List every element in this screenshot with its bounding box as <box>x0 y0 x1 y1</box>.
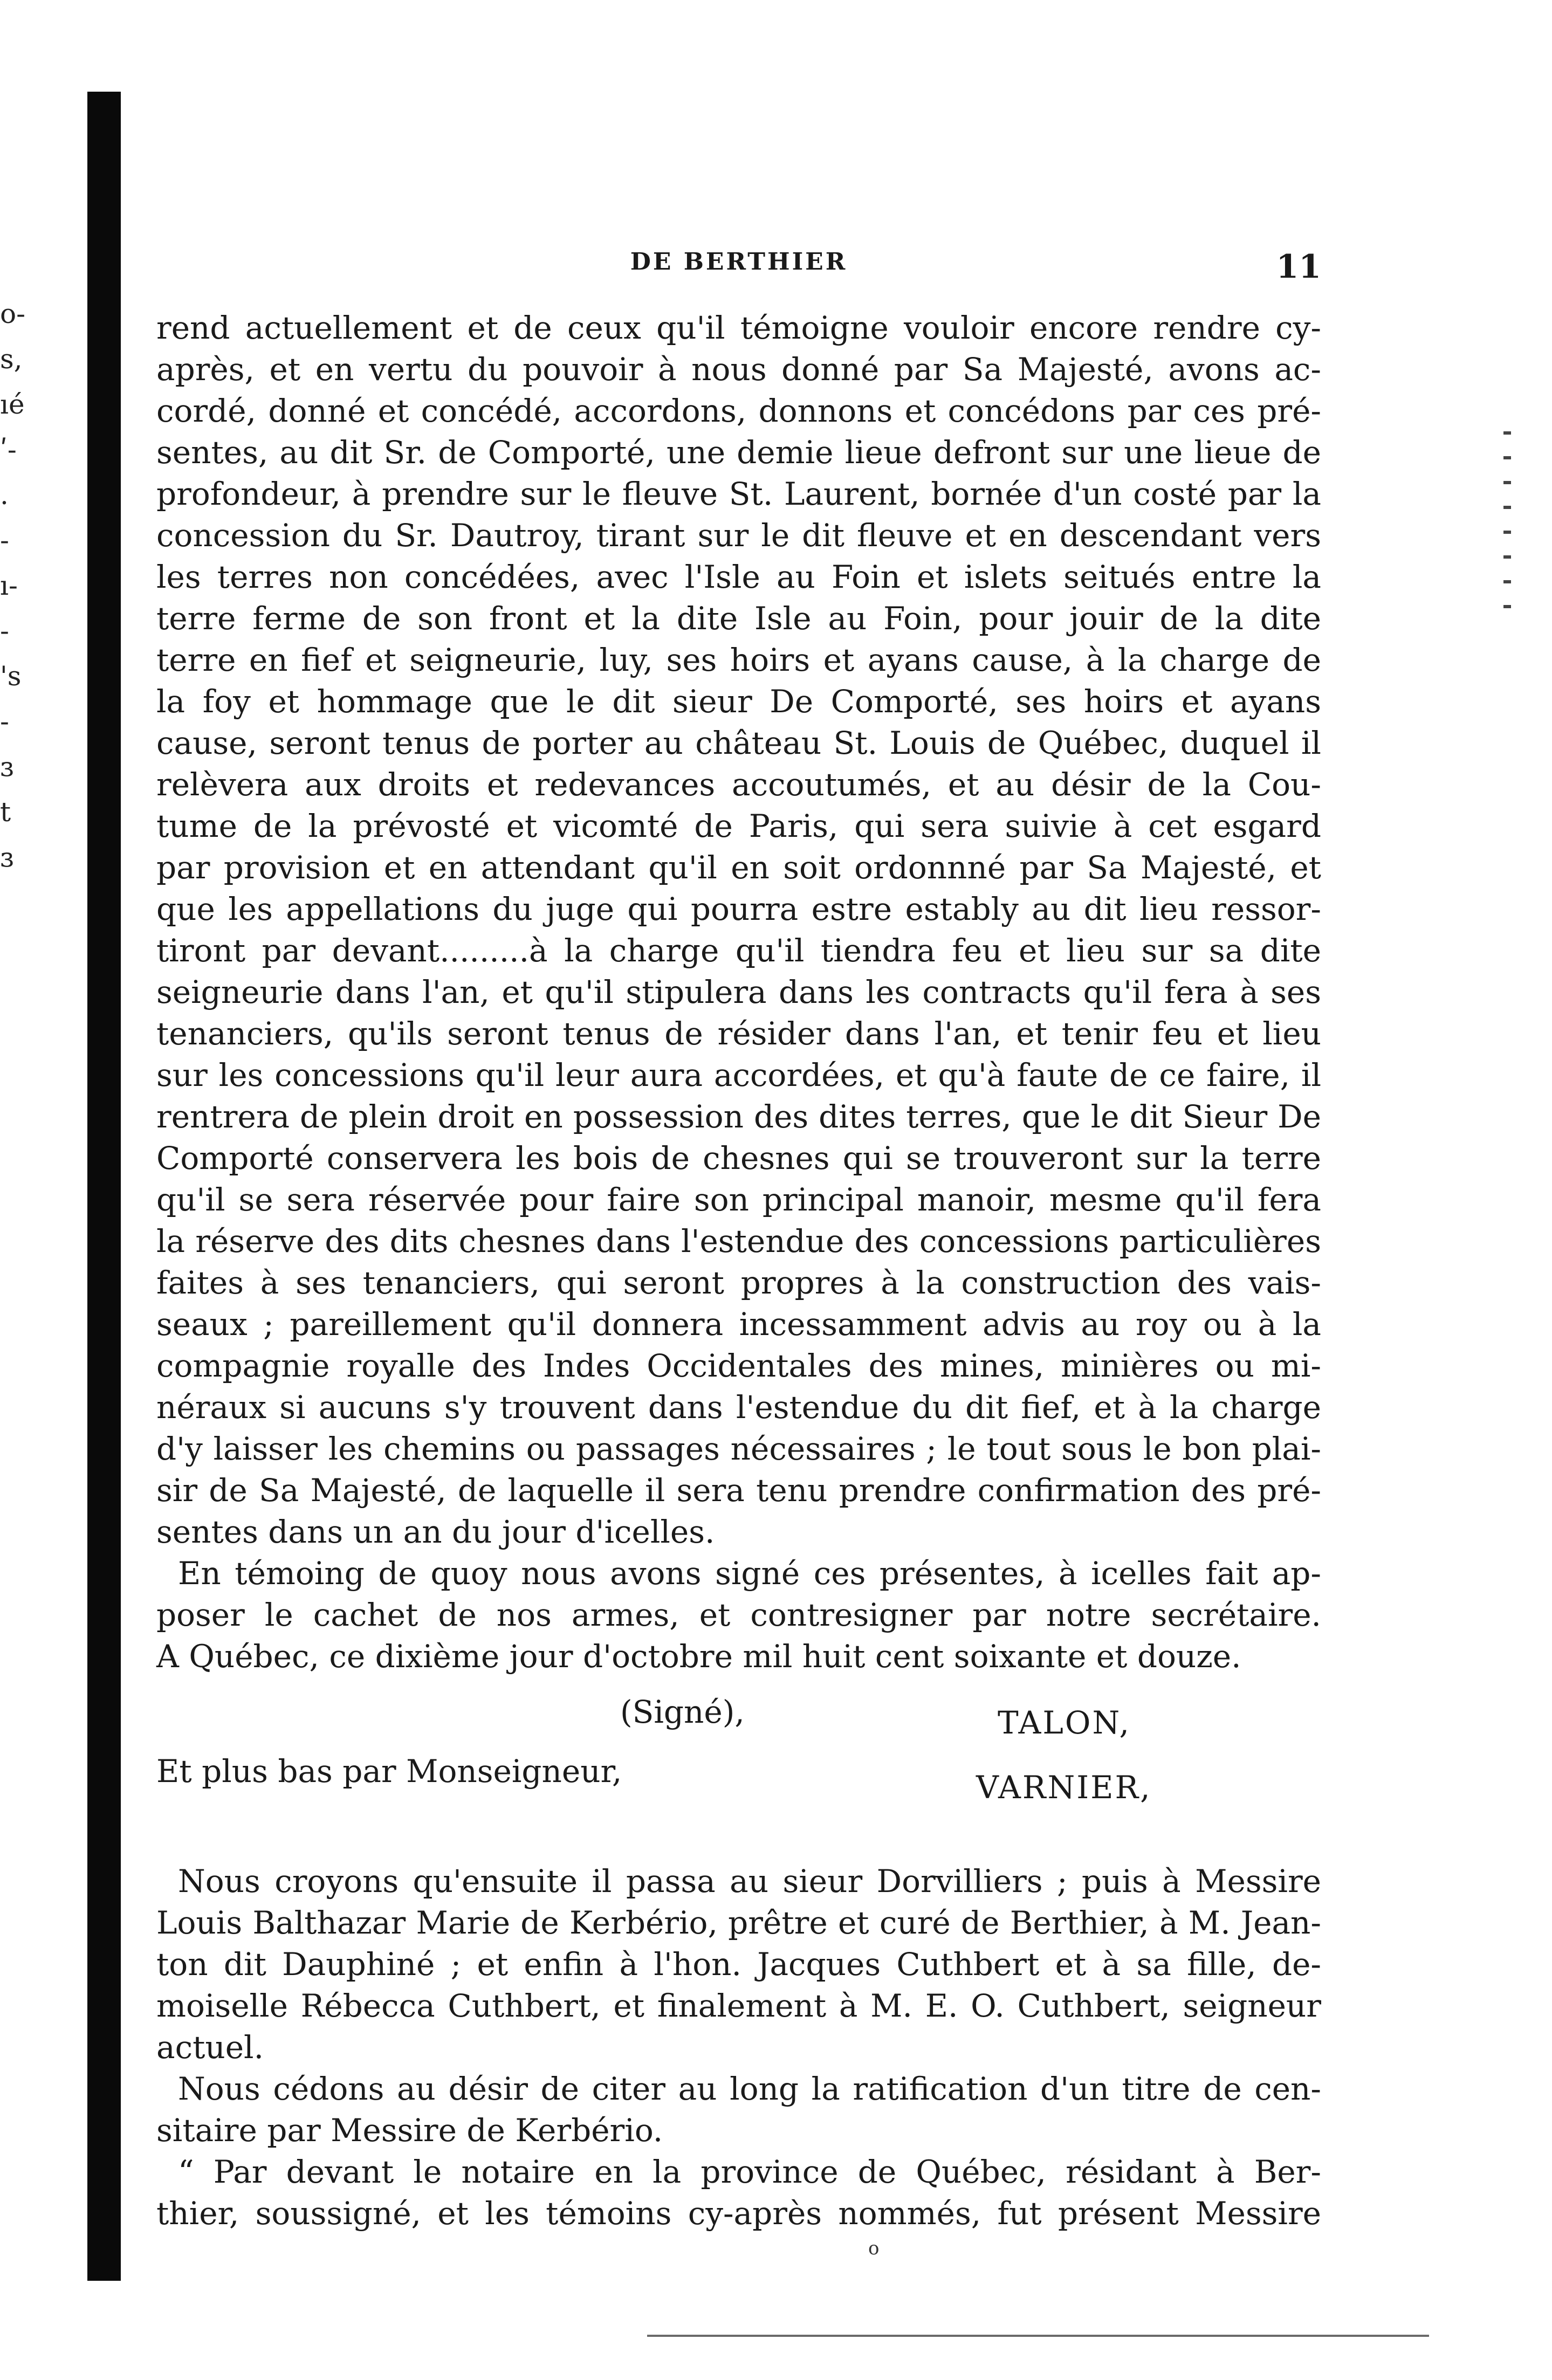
signatory-talon: TALON, <box>998 1704 1131 1741</box>
right-margin-marks <box>1503 431 1530 755</box>
paragraph-nous-croyons <box>156 1861 1321 2068</box>
text-line: En témoing de quoy nous avons signé ces présentes, à icelles fait ap- <box>178 1555 1321 1592</box>
text-line: rend actuellement et de ceux qu'il témoigne vouloir encore rendre cy- <box>156 309 1321 346</box>
paragraph-nous-cedons <box>156 2068 1321 2151</box>
margin-fragment: - <box>0 615 9 646</box>
footer-mark: o <box>868 2238 880 2259</box>
text-line: sur les concessions qu'il leur aura accordées, et qu'à faute de ce faire, il <box>156 1057 1321 1093</box>
text-line: terre en fief et seigneurie, luy, ses hoirs et ayans cause, à la charge de <box>156 642 1321 678</box>
text-line: “ Par devant le notaire en la province de Québec, résidant à Ber- <box>178 2154 1321 2190</box>
text-line: d'y laisser les chemins ou passages nécessaires ; le tout sous le bon plai- <box>156 1430 1321 1467</box>
book-page <box>156 248 1321 2234</box>
left-margin-fragments <box>0 291 32 880</box>
margin-fragment: ʹ- <box>0 434 17 465</box>
running-title: DE BERTHIER <box>630 248 848 276</box>
text-line: poser le cachet de nos armes, et contresigner par notre secrétaire. <box>156 1597 1321 1633</box>
margin-fragment: - <box>0 706 9 737</box>
text-line: tiront par devant.........à la charge qu'il tiendra feu et lieu sur sa dite <box>156 932 1321 969</box>
text-line: moiselle Rébecca Cuthbert, et finalement à M. E. O. Cuthbert, seigneur <box>156 1987 1321 2024</box>
text-line: Nous croyons qu'ensuite il passa au sieur Dorvilliers ; puis à Messire <box>178 1863 1321 1900</box>
text-line: que les appellations du juge qui pourra estre estably au dit lieu ressor- <box>156 891 1321 927</box>
margin-fragment: 's <box>0 661 22 692</box>
text-line: la foy et hommage que le dit sieur De Comporté, ses hoirs et ayans <box>156 683 1321 720</box>
margin-fragment: s, <box>0 343 23 375</box>
text-line: concession du Sr. Dautroy, tirant sur le dit fleuve et en descendant vers <box>156 517 1321 554</box>
text-line: sitaire par Messire de Kerbério. <box>156 2112 663 2149</box>
text-line: terre ferme de son front et la dite Isle au Foin, pour jouir de la dite <box>156 600 1321 637</box>
text-line: qu'il se sera réservée pour faire son principal manoir, mesme qu'il fera <box>156 1181 1321 1218</box>
text-line: tume de la prévosté et vicomté de Paris, qui sera suivie à cet esgard <box>156 808 1321 844</box>
text-line: les terres non concédées, avec l'Isle au Foin et islets seitués entre la <box>156 559 1321 595</box>
text-line: sentes, au dit Sr. de Comporté, une demie lieue defront sur une lieue de <box>156 434 1321 471</box>
text-line: sentes dans un an du jour d'icelles. <box>156 1514 715 1550</box>
paragraph-temoing <box>156 1553 1321 1677</box>
signatory-varnier: VARNIER, <box>976 1769 1152 1806</box>
text-line: seigneurie dans l'an, et qu'il stipulera dans les contracts qu'il fera à ses <box>156 974 1321 1010</box>
margin-fragment: ı- <box>0 570 18 601</box>
text-line: seaux ; pareillement qu'il donnera incessamment advis au roy ou à la <box>156 1306 1321 1343</box>
text-line: par provision et en attendant qu'il en soit ordonnné par Sa Majesté, et <box>156 849 1321 886</box>
plus-bas-label: Et plus bas par Monseigneur, <box>156 1753 622 1790</box>
text-line: après, et en vertu du pouvoir à nous donné par Sa Majesté, avons ac- <box>156 351 1321 388</box>
text-line: sir de Sa Majesté, de laquelle il sera tenu prendre confirmation des pré- <box>156 1472 1321 1509</box>
binding-shadow-bar <box>87 92 121 2281</box>
text-line: tenanciers, qu'ils seront tenus de résider dans l'an, et tenir feu et lieu <box>156 1015 1321 1052</box>
text-line: compagnie royalle des Indes Occidentales des mines, minières ou mi- <box>156 1347 1321 1384</box>
margin-fragment: ɜ <box>0 842 14 873</box>
text-line: faites à ses tenanciers, qui seront propres à la construction des vais- <box>156 1264 1321 1301</box>
text-line: ton dit Dauphiné ; et enfin à l'hon. Jacques Cuthbert et à sa fille, de- <box>156 1946 1321 1983</box>
text-line: rentrera de plein droit en possession des dites terres, que le dit Sieur De <box>156 1098 1321 1135</box>
paragraph-par-devant <box>156 2151 1321 2234</box>
running-head <box>156 248 1321 307</box>
bottom-rule <box>647 2335 1429 2337</box>
text-line: cordé, donné et concédé, accordons, donnons et concédons par ces pré- <box>156 393 1321 429</box>
signature-block <box>156 1694 1321 1839</box>
paragraph-grant-text <box>156 307 1321 1553</box>
text-line: thier, soussigné, et les témoins cy-après nommés, fut présent Messire <box>156 2195 1321 2232</box>
text-line: cause, seront tenus de porter au château St. Louis de Québec, duquel il <box>156 725 1321 761</box>
text-line: A Québec, ce dixième jour d'octobre mil huit cent soixante et douze. <box>156 1638 1241 1675</box>
margin-fragment: . <box>0 479 9 511</box>
text-line: la réserve des dits chesnes dans l'estendue des concessions particulières <box>156 1223 1321 1260</box>
text-line: Nous cédons au désir de citer au long la ratification d'un titre de cen- <box>178 2071 1321 2107</box>
text-line: relèvera aux droits et redevances accoutumés, et au désir de la Cou- <box>156 766 1321 803</box>
margin-fragment: - <box>0 525 9 556</box>
margin-fragment: ıé <box>0 389 25 420</box>
text-line: Louis Balthazar Marie de Kerbério, prêtre et curé de Berthier, à M. Jean- <box>156 1904 1321 1941</box>
signe-label: (Signé), <box>620 1694 745 1730</box>
text-line: profondeur, à prendre sur le fleuve St. Laurent, bornée d'un costé par la <box>156 476 1321 512</box>
margin-fragment: o- <box>0 298 25 329</box>
margin-fragment: ɜ <box>0 751 14 782</box>
text-line: néraux si aucuns s'y trouvent dans l'estendue du dit fief, et à la charge <box>156 1389 1321 1426</box>
text-line: actuel. <box>156 2029 264 2066</box>
text-line: Comporté conservera les bois de chesnes qui se trouveront sur la terre <box>156 1140 1321 1177</box>
page-number: 11 <box>1276 248 1321 286</box>
margin-fragment: t <box>0 796 11 828</box>
